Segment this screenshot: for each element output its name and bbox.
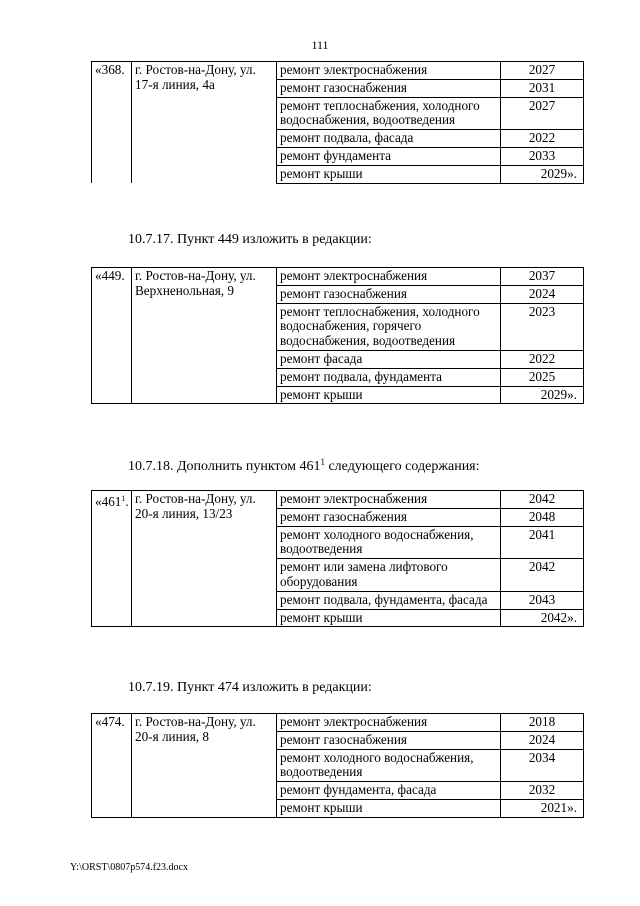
year-cell: 2023: [501, 303, 584, 350]
section-heading: 10.7.19. Пункт 474 изложить в редакции:: [128, 680, 372, 695]
address: г. Ростов-на-Дону, ул. Верхненольная, 9: [132, 268, 277, 404]
year-cell: 2022: [501, 130, 584, 148]
year-cell: 2024: [501, 731, 584, 749]
item-number: «368.: [92, 62, 132, 184]
work-cell: ремонт электроснабжения: [277, 268, 501, 286]
work-cell: ремонт фундамента, фасада: [277, 782, 501, 800]
work-cell: ремонт фундамента: [277, 147, 501, 165]
year-cell: 2042: [501, 559, 584, 592]
table-461-1: [91, 490, 584, 627]
superscript: 1: [320, 457, 325, 467]
year-cell: 2021».: [501, 799, 584, 817]
table-368: [91, 61, 584, 184]
table-449: [91, 267, 584, 404]
year-cell: 2042».: [501, 609, 584, 627]
section-heading: 10.7.17. Пункт 449 изложить в редакции:: [128, 232, 372, 247]
item-number-suffix: .: [125, 494, 129, 509]
item-number: «449.: [92, 268, 132, 404]
item-number-text: «461: [95, 494, 122, 509]
year-cell: 2029».: [501, 386, 584, 404]
work-cell: ремонт крыши: [277, 386, 501, 404]
address: г. Ростов-на-Дону, ул. 20-я линия, 13/23: [132, 491, 277, 627]
section-heading-text: следующего содержания:: [324, 459, 480, 474]
page-number: 111: [311, 38, 329, 52]
file-path-footer: Y:\ORST\0807p574.f23.docx: [70, 862, 188, 873]
work-cell: ремонт холодного водоснабжения, водоотведения: [277, 749, 501, 782]
work-cell: ремонт электроснабжения: [277, 491, 501, 509]
item-number: «474.: [92, 714, 132, 818]
address: г. Ростов-на-Дону, ул. 17-я линия, 4а: [132, 62, 277, 184]
superscript: 1: [121, 494, 126, 503]
year-cell: 2022: [501, 350, 584, 368]
year-cell: 2029».: [501, 165, 584, 183]
year-cell: 2043: [501, 591, 584, 609]
year-cell: 2041: [501, 526, 584, 559]
year-cell: 2018: [501, 714, 584, 732]
year-cell: 2027: [501, 62, 584, 80]
work-cell: ремонт холодного водоснабжения, водоотведения: [277, 526, 501, 559]
section-heading: [128, 457, 480, 475]
work-cell: ремонт газоснабжения: [277, 508, 501, 526]
year-cell: 2025: [501, 368, 584, 386]
work-cell: ремонт фасада: [277, 350, 501, 368]
work-cell: ремонт крыши: [277, 609, 501, 627]
work-cell: ремонт электроснабжения: [277, 714, 501, 732]
work-cell: ремонт подвала, фундамента: [277, 368, 501, 386]
year-cell: 2034: [501, 749, 584, 782]
section-heading-text: 10.7.18. Дополнить пунктом 461: [128, 459, 321, 474]
year-cell: 2032: [501, 782, 584, 800]
work-cell: ремонт электроснабжения: [277, 62, 501, 80]
work-cell: ремонт подвала, фундамента, фасада: [277, 591, 501, 609]
year-cell: 2042: [501, 491, 584, 509]
item-number: [92, 491, 132, 627]
year-cell: 2033: [501, 147, 584, 165]
work-cell: ремонт подвала, фасада: [277, 130, 501, 148]
work-cell: ремонт теплоснабжения, холодного водоснабжения, водоотведения: [277, 97, 501, 130]
address: г. Ростов-на-Дону, ул. 20-я линия, 8: [132, 714, 277, 818]
table-474: [91, 713, 584, 818]
work-cell: ремонт теплоснабжения, холодного водоснабжения, горячего водоснабжения, водоотведения: [277, 303, 501, 350]
work-cell: ремонт крыши: [277, 799, 501, 817]
work-cell: ремонт газоснабжения: [277, 731, 501, 749]
work-cell: ремонт крыши: [277, 165, 501, 183]
year-cell: 2037: [501, 268, 584, 286]
year-cell: 2031: [501, 79, 584, 97]
work-cell: ремонт или замена лифтового оборудования: [277, 559, 501, 592]
work-cell: ремонт газоснабжения: [277, 285, 501, 303]
work-cell: ремонт газоснабжения: [277, 79, 501, 97]
year-cell: 2048: [501, 508, 584, 526]
year-cell: 2027: [501, 97, 584, 130]
year-cell: 2024: [501, 285, 584, 303]
